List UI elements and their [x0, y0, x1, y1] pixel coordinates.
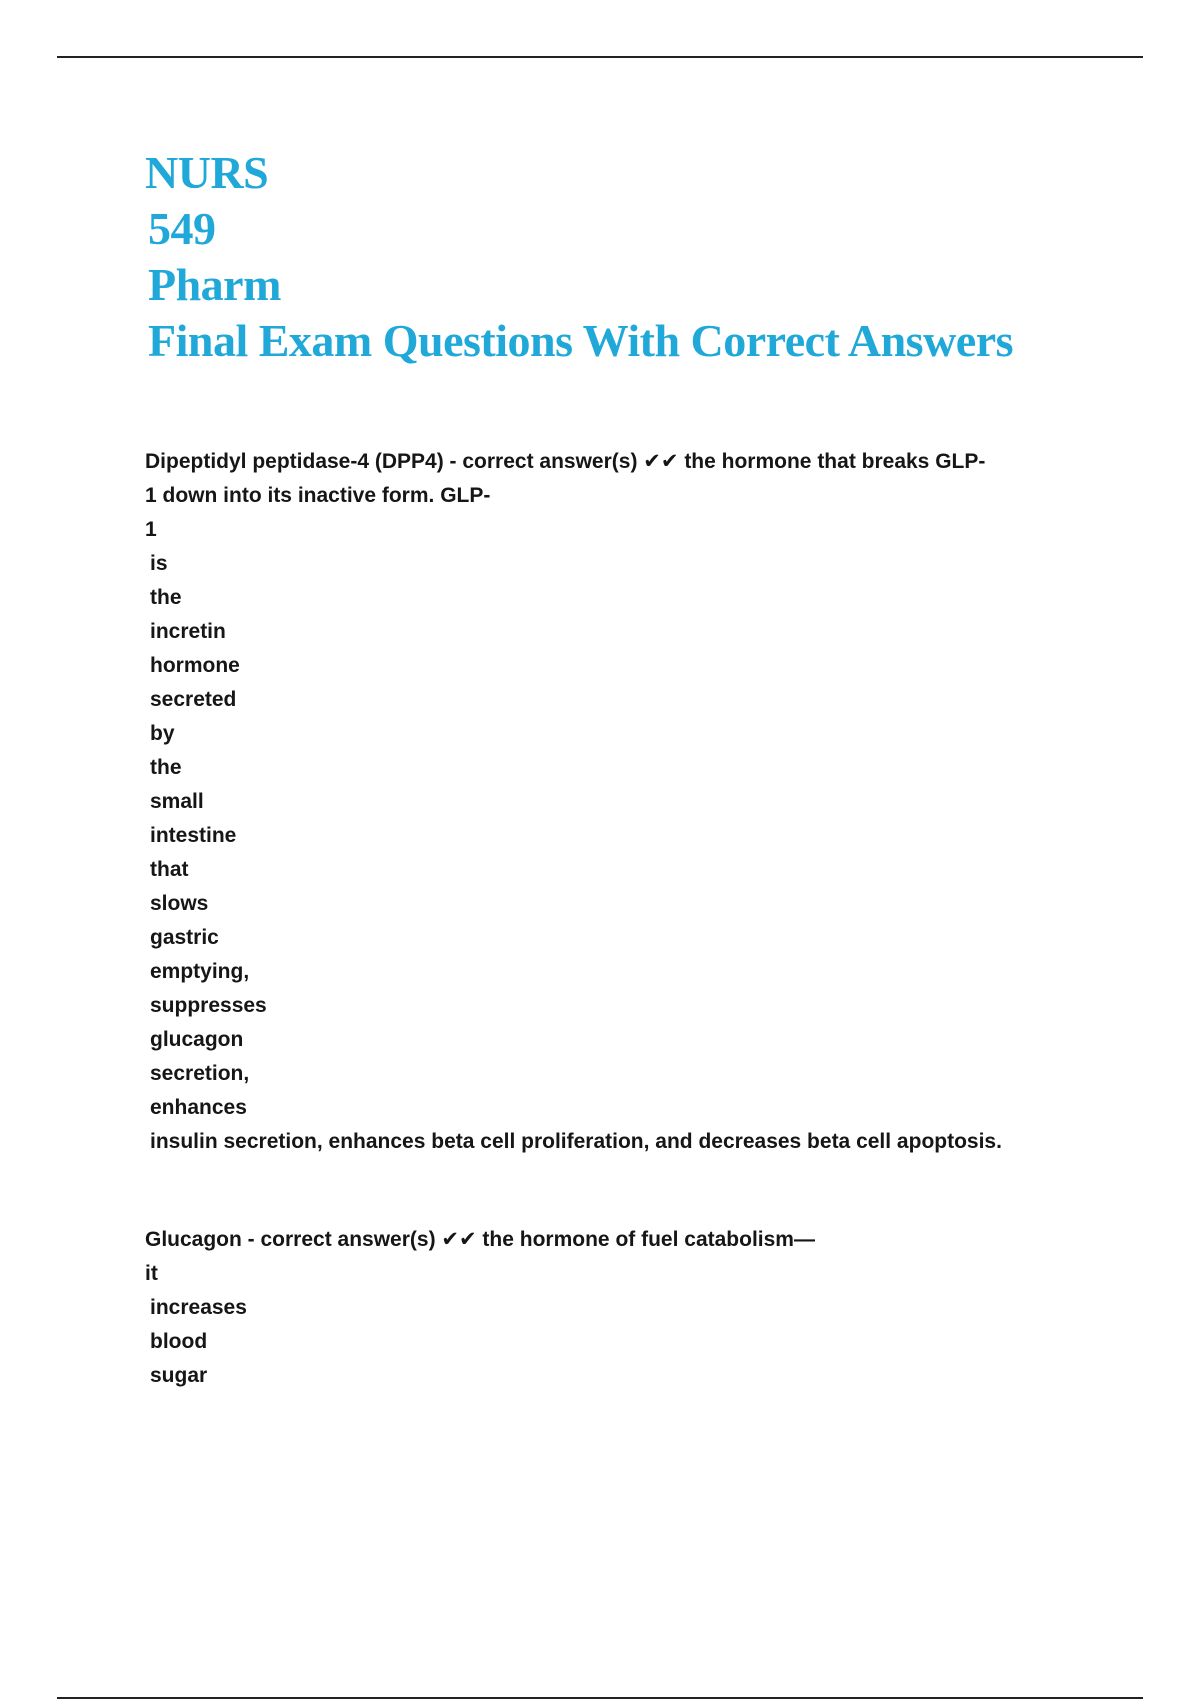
question-line: Glucagon - correct answer(s) ✔✔ the hormone of fuel catabolism— [145, 1228, 815, 1251]
top-divider [57, 56, 1143, 58]
answer-word: gastric [150, 926, 219, 949]
answer-word: glucagon [150, 1028, 244, 1051]
answer-word: slows [150, 892, 209, 915]
answer-word: is [150, 552, 168, 575]
answer-word: increases [150, 1296, 247, 1319]
answer-word: secreted [150, 688, 237, 711]
title-line: Pharm [148, 259, 281, 310]
answer-word: that [150, 858, 189, 881]
title-line: Final Exam Questions With Correct Answers [148, 315, 1014, 366]
question-dpp4 [145, 445, 1002, 1159]
answer-line: it [145, 1262, 158, 1285]
answer-word: incretin [150, 620, 226, 643]
answer-word: suppresses [150, 994, 267, 1017]
question-line: Dipeptidyl peptidase-4 (DPP4) - correct answer(s) ✔✔ the hormone that breaks GLP- [145, 450, 986, 473]
answer-word: the [150, 756, 182, 779]
question-glucagon [145, 1223, 815, 1393]
title-line: NURS [145, 147, 269, 198]
answer-word: intestine [150, 824, 237, 847]
answer-word: emptying, [150, 960, 250, 983]
document-title [145, 145, 1013, 369]
answer-word: small [150, 790, 204, 813]
answer-word: enhances [150, 1096, 247, 1119]
answer-line: insulin secretion, enhances beta cell proliferation, and decreases beta cell apoptosis. [150, 1130, 1002, 1153]
answer-word: sugar [150, 1364, 208, 1387]
bottom-divider [57, 1697, 1143, 1699]
answer-word: hormone [150, 654, 240, 677]
title-line: 549 [148, 203, 216, 254]
answer-line: 1 [145, 518, 157, 541]
answer-word: the [150, 586, 182, 609]
answer-word: secretion, [150, 1062, 250, 1085]
answer-line: 1 down into its inactive form. GLP- [145, 484, 491, 507]
answer-word: by [150, 722, 175, 745]
answer-word: blood [150, 1330, 208, 1353]
